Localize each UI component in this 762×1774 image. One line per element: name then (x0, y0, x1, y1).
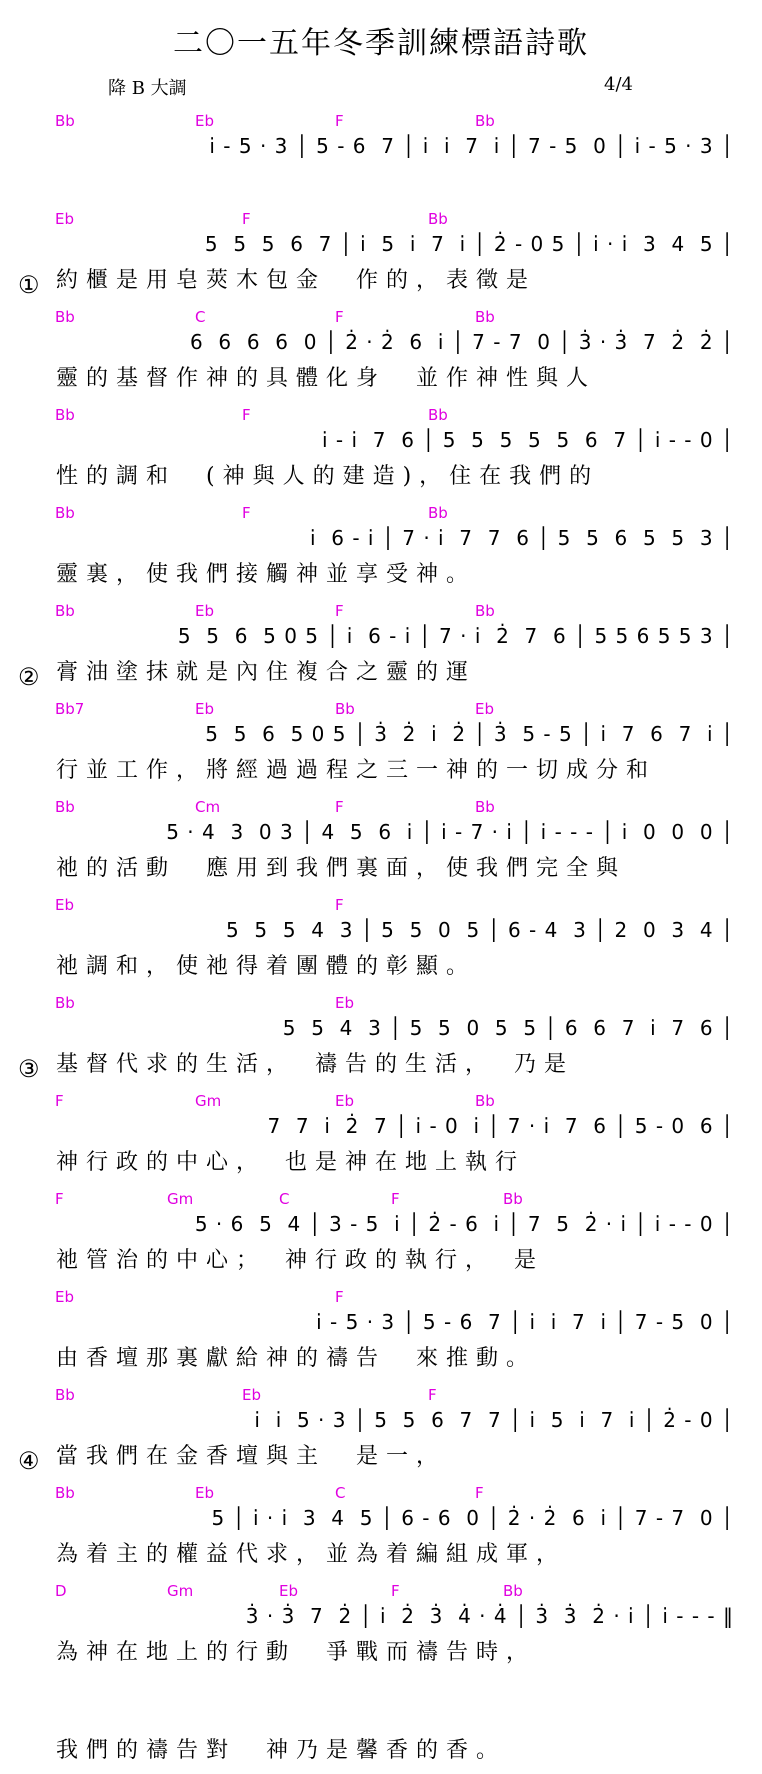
chord-symbol: Bb (428, 504, 448, 522)
numbered-notation: 7 7 i̇ 2̇ 7 │ i̇ - 0 i̇ │ 7 · i̇ 7 6 │ 5 - 0 6 │ (267, 1114, 734, 1138)
chord-symbol: Bb (428, 210, 448, 228)
chord-symbol: Bb (55, 308, 75, 326)
numbered-notation: 5 5 4 3 │ 5 5 0 5 5 │ 6 6 7 i̇ 7 6 │ (282, 1016, 734, 1040)
chord-symbol: F (242, 406, 251, 424)
chord-symbol: Eb (335, 1092, 354, 1110)
numbered-notation: i̇ i̇ 5 · 3 │ 5 5 6 7 7 │ i̇ 5 i̇ 7 i̇ │ 2̇ - 0 │ (254, 1408, 734, 1432)
chord-row (0, 1186, 762, 1212)
chord-symbol: F (242, 504, 251, 522)
score-line (0, 1284, 762, 1382)
chord-row (0, 1382, 762, 1408)
chord-symbol: Eb (55, 210, 74, 228)
chord-symbol: Eb (335, 994, 354, 1012)
chord-symbol: F (475, 1484, 484, 1502)
lyric-text: 行並工作，將經過過程之三一神的一切成分和 (56, 758, 657, 783)
lyric-line (0, 166, 762, 200)
lyric-line (0, 362, 762, 396)
chord-row (0, 892, 762, 918)
time-signature: 4/4 (604, 74, 633, 95)
numbered-notation: i̇ - i̇ 7 6 │ 5 5 5 5 5 6 7 │ i̇ - - 0 │ (322, 428, 734, 452)
numbered-notation: 5 5 5 6 7 │ i̇ 5 i̇ 7 i̇ │ 2̇ - 0 5 │ i̇ · i̇ 3 4 5 │ (204, 232, 734, 256)
chord-symbol: Bb (503, 1190, 523, 1208)
chord-symbol: Bb (503, 1582, 523, 1600)
chord-row (0, 794, 762, 820)
lyric-line (0, 1538, 762, 1572)
score-line (0, 696, 762, 794)
lyric-text: 約櫃是用皂莢木包金 作的，表徵是 (56, 268, 537, 293)
chord-symbol: Eb (55, 896, 74, 914)
chord-row (0, 108, 762, 134)
chord-symbol: F (335, 112, 344, 130)
chord-symbol: Bb (475, 308, 495, 326)
chord-symbol: Eb (279, 1582, 298, 1600)
chord-symbol: Eb (195, 1484, 214, 1502)
lyric-line (0, 1342, 762, 1376)
chord-symbol: Gm (195, 1092, 222, 1110)
score-line (0, 1088, 762, 1186)
chord-symbol: C (335, 1484, 346, 1502)
numbered-notation: i̇ - 5 · 3 │ 5 - 6 7 │ i̇ i̇ 7 i̇ │ 7 - 5 0 │ (316, 1310, 734, 1334)
chord-symbol: Bb (55, 504, 75, 522)
chord-symbol: F (55, 1092, 64, 1110)
chord-row (0, 1480, 762, 1506)
numbered-notation: 3̇ · 3̇ 7 2̇ │ i̇ 2̇ 3̇ 4̇ · 4̇ │ 3̇ 3̇ 2̇ · i̇ │ i̇ - - - ‖ (245, 1604, 734, 1628)
lyric-line (0, 1244, 762, 1278)
chord-symbol: Eb (475, 700, 494, 718)
score-line (0, 598, 762, 696)
chord-symbol: Bb (55, 994, 75, 1012)
score-line (0, 1382, 762, 1480)
numbered-notation: 5 5 6 5 0 5 │ 3̇ 2̇ i̇ 2̇ │ 3̇ 5 - 5 │ i̇ 7 6 7 i̇ │ (205, 722, 734, 746)
chord-symbol: D (55, 1582, 67, 1600)
lyric-line (0, 754, 762, 788)
chord-row (0, 304, 762, 330)
chord-symbol: Bb (55, 1386, 75, 1404)
chord-symbol: Eb (195, 112, 214, 130)
chord-row (0, 598, 762, 624)
chord-symbol: Bb (55, 1484, 75, 1502)
chord-symbol: Bb7 (55, 700, 85, 718)
chord-symbol: Bb (55, 112, 75, 130)
chord-row (0, 1578, 762, 1604)
numbered-notation: 5 · 4 3 0 3 │ 4 5 6 i̇ │ i̇ - 7 · i̇ │ i̇ - - - │ i̇ 0 0 0 │ (166, 820, 734, 844)
chord-symbol: Eb (195, 602, 214, 620)
chord-row (0, 990, 762, 1016)
score-line (0, 500, 762, 598)
score-line (0, 794, 762, 892)
chord-symbol: F (55, 1190, 64, 1208)
lyric-line (0, 950, 762, 984)
chord-symbol: Bb (475, 602, 495, 620)
chord-symbol: F (391, 1582, 400, 1600)
lyric-text: 為着主的權益代求，並為着編組成軍， (56, 1542, 567, 1567)
chord-symbol: F (335, 602, 344, 620)
chord-symbol: Bb (55, 406, 75, 424)
chord-row (0, 206, 762, 232)
lyric-line (0, 1636, 762, 1670)
numbered-notation: 5 5 5 4 3 │ 5 5 0 5 │ 6 - 4 3 │ 2 0 3 4 │ (225, 918, 734, 942)
lyric-text: 性的調和 (神與人的建造)，住在我們的 (56, 464, 600, 489)
numbered-notation: i̇ 6 - i̇ │ 7 · i̇ 7 7 6 │ 5 5 6 5 5 3 │ (310, 526, 734, 550)
lyric-line (0, 852, 762, 886)
chord-symbol: F (335, 308, 344, 326)
score-line (0, 892, 762, 990)
stanza-number: ③ (18, 1055, 48, 1083)
numbered-notation: 5 │ i̇ · i̇ 3 4 5 │ 6 - 6 0 │ 2̇ · 2̇ 6 i̇ │ 7 - 7 0 │ (211, 1506, 734, 1530)
lyric-text: 我們的禱告對 神乃是馨香的香。 (56, 1738, 507, 1763)
lyric-text: 祂調和，使祂得着團體的彰顯。 (56, 954, 477, 979)
lyric-text: 祂的活動 應用到我們裏面，使我們完全與 (56, 856, 627, 881)
chord-symbol: Cm (195, 798, 221, 816)
chord-row (0, 1284, 762, 1310)
score-line (0, 402, 762, 500)
lyric-text: 神行政的中心， 也是神在地上執行 (56, 1150, 526, 1175)
lyric-line (0, 1440, 762, 1474)
chord-symbol: Bb (475, 798, 495, 816)
lyric-line (0, 1048, 762, 1082)
score-line (0, 990, 762, 1088)
lyric-text: 基督代求的生活， 禱告的生活， 乃是 (56, 1052, 575, 1077)
chord-symbol: C (195, 308, 206, 326)
lyric-line (0, 264, 762, 298)
chord-symbol: Gm (167, 1190, 194, 1208)
chord-symbol: Eb (55, 1288, 74, 1306)
chord-symbol: F (391, 1190, 400, 1208)
chord-symbol: Bb (475, 1092, 495, 1110)
chord-row (0, 1676, 762, 1702)
score-line (0, 1480, 762, 1578)
chord-row (0, 1088, 762, 1114)
lyric-text: 祂管治的中心； 神行政的執行， 是 (56, 1248, 545, 1273)
stanza-number: ② (18, 663, 48, 691)
lyric-line (0, 656, 762, 690)
page-title: 二〇一五年冬季訓練標語詩歌 (173, 26, 589, 61)
chord-symbol: Bb (475, 112, 495, 130)
stanza-number: ④ (18, 1447, 48, 1475)
chord-symbol: F (335, 1288, 344, 1306)
lyric-text: 由香壇那裏獻給神的禱告 來推動。 (56, 1346, 537, 1371)
chord-symbol: Bb (335, 700, 355, 718)
score-line (0, 1186, 762, 1284)
lyric-line (0, 1734, 762, 1768)
lyric-text: 為神在地上的行動 爭戰而禱告時， (56, 1640, 537, 1665)
lyric-text: 當我們在金香壇與主 是一， (56, 1444, 447, 1469)
chord-symbol: Gm (167, 1582, 194, 1600)
key-signature: 降 B 大調 (108, 78, 187, 99)
score-line (0, 1676, 762, 1774)
chord-symbol: Bb (55, 798, 75, 816)
chord-symbol: F (335, 798, 344, 816)
lyric-line (0, 460, 762, 494)
chord-symbol: Bb (55, 602, 75, 620)
chord-row (0, 500, 762, 526)
stanza-number: ① (18, 271, 48, 299)
chord-symbol: Eb (195, 700, 214, 718)
lyric-text: 靈裏，使我們接觸神並享受神。 (56, 562, 477, 587)
numbered-notation (0, 1702, 762, 1734)
score-line (0, 1578, 762, 1676)
score-line (0, 304, 762, 402)
chord-symbol: F (428, 1386, 437, 1404)
chord-symbol: C (279, 1190, 290, 1208)
chord-symbol: F (335, 896, 344, 914)
lyric-text: 靈的基督作神的具體化身 並作神性與人 (56, 366, 597, 391)
chord-symbol: Bb (428, 406, 448, 424)
lyric-line (0, 558, 762, 592)
numbered-notation: i̇ - 5 · 3 │ 5 - 6 7 │ i̇ i̇ 7 i̇ │ 7 - 5 0 │ i̇ - 5 · 3 │ (209, 134, 734, 158)
numbered-notation: 5 5 6 5 0 5 │ i̇ 6 - i̇ │ 7 · i̇ 2̇ 7 6 │ 5 5 6 5 5 3 │ (177, 624, 734, 648)
chord-symbol: Eb (242, 1386, 261, 1404)
numbered-notation: 6 6 6 6 0 │ 2̇ · 2̇ 6 i̇ │ 7 - 7 0 │ 3̇ · 3̇ 7 2̇ 2̇ │ (189, 330, 734, 354)
chord-symbol: F (242, 210, 251, 228)
lyric-text: 膏油塗抹就是內住複合之靈的運 (56, 660, 477, 685)
score (0, 108, 762, 1774)
score-line (0, 108, 762, 206)
score-line (0, 206, 762, 304)
lyric-line (0, 1146, 762, 1180)
chord-row (0, 696, 762, 722)
chord-row (0, 402, 762, 428)
numbered-notation: 5 · 6 5 4 │ 3 - 5 i̇ │ 2̇ - 6 i̇ │ 7 5 2̇ · i̇ │ i̇ - - 0 │ (194, 1212, 734, 1236)
